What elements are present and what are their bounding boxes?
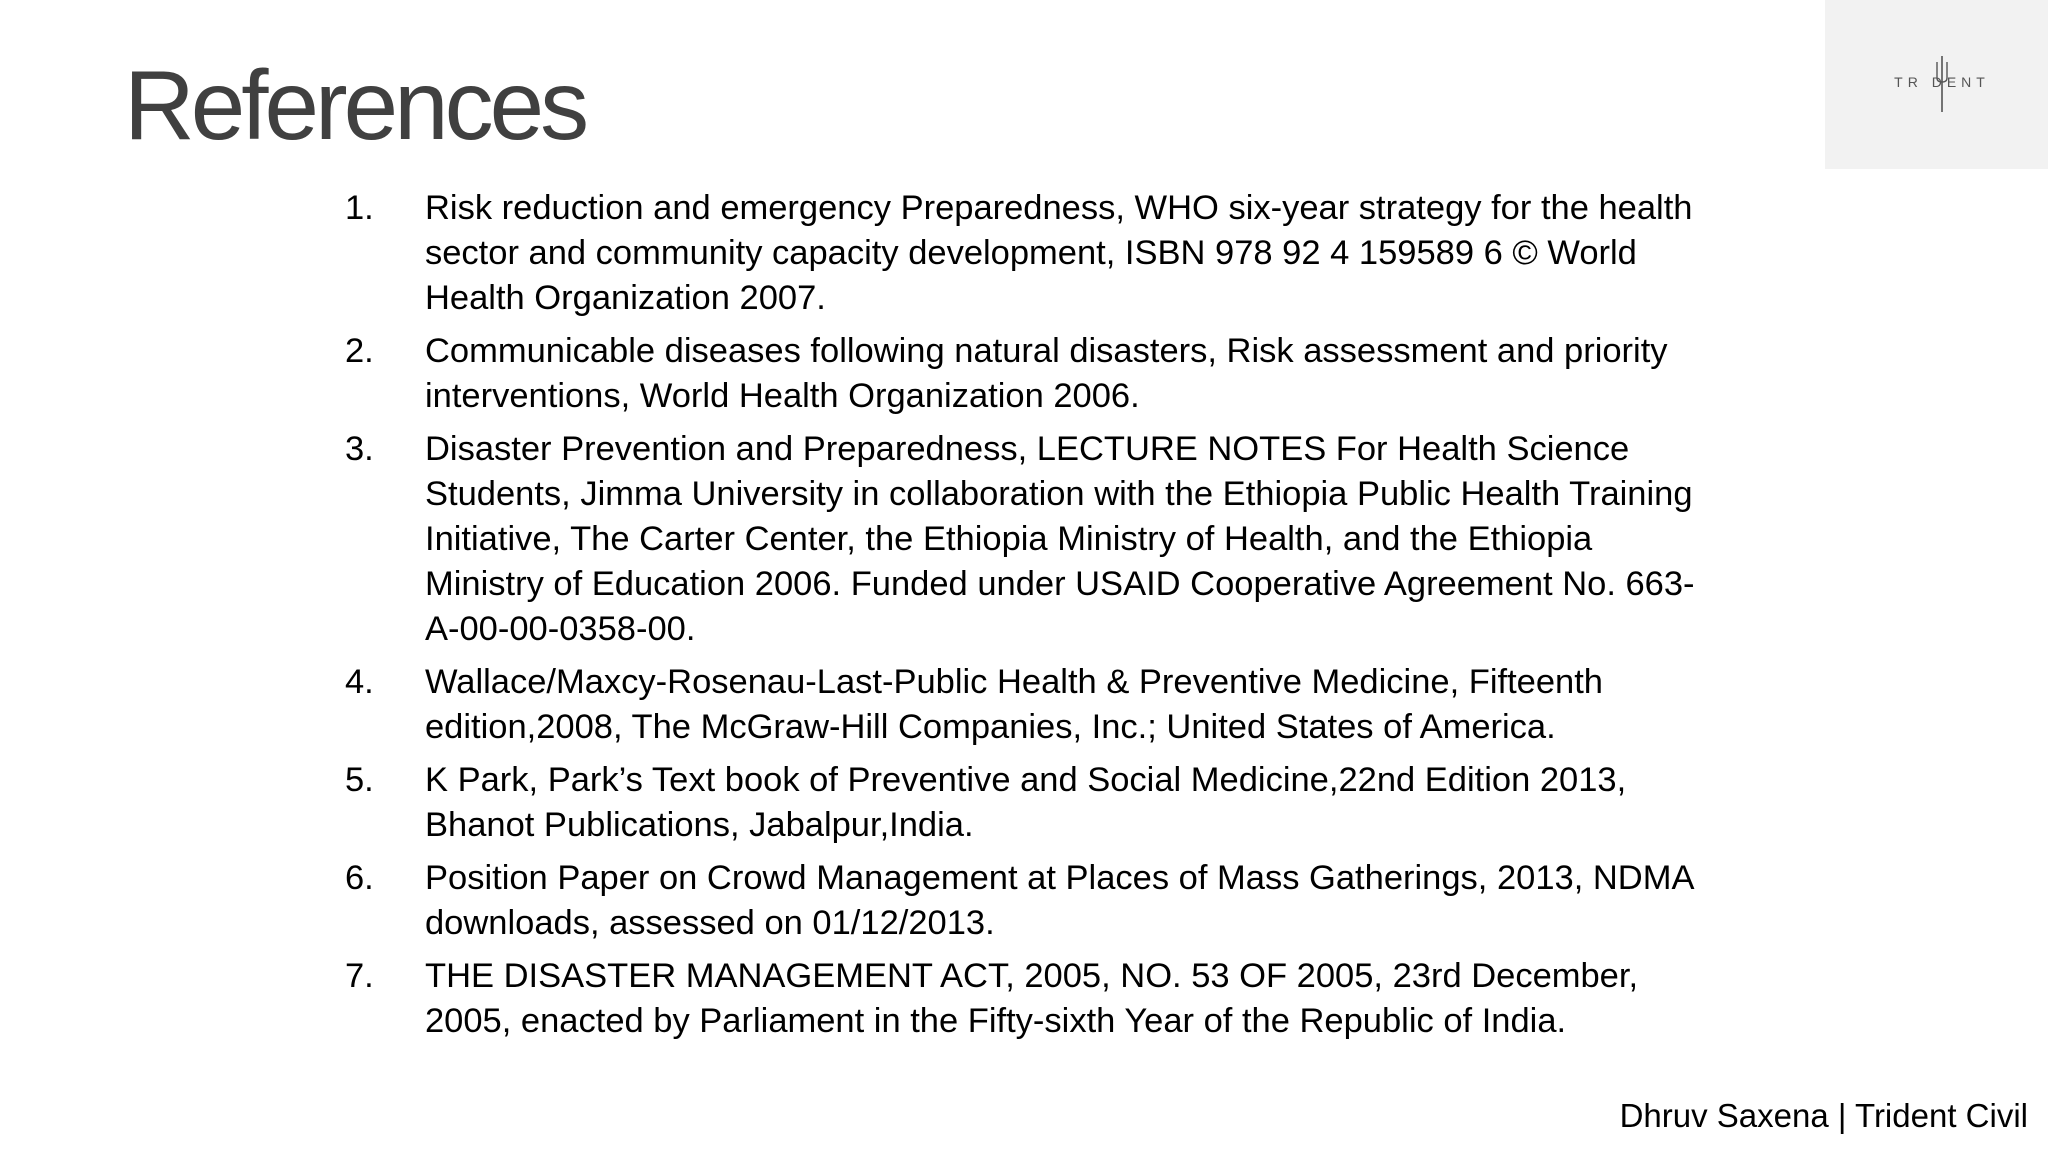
reference-text: K Park, Park’s Text book of Preventive and Social Medicine,22nd Edition 2013, Bhanot Publications, Jabalpur,India. xyxy=(425,761,1627,844)
reference-text: Risk reduction and emergency Preparedness, WHO six-year strategy for the health sector and community capacity development, ISBN 978 92 4 159589 6 © World Health Organization 2007. xyxy=(425,189,1693,317)
reference-number: 6. xyxy=(345,859,374,897)
list-item xyxy=(340,856,1720,946)
logo-text: TR DENT xyxy=(1894,74,1990,90)
reference-number: 5. xyxy=(345,761,374,799)
reference-list xyxy=(340,186,1720,1052)
list-item xyxy=(340,954,1720,1044)
reference-number: 2. xyxy=(345,332,374,370)
page-title: References xyxy=(124,50,586,160)
reference-number: 1. xyxy=(345,189,374,227)
list-item xyxy=(340,329,1720,419)
footer-author: Dhruv Saxena | Trident Civil xyxy=(1619,1097,2028,1134)
list-item xyxy=(340,186,1720,321)
logo-panel xyxy=(1825,0,2048,169)
list-item xyxy=(340,660,1720,750)
reference-number: 4. xyxy=(345,663,374,701)
list-item xyxy=(340,758,1720,848)
reference-number: 3. xyxy=(345,430,374,468)
reference-text: Position Paper on Crowd Management at Places of Mass Gatherings, 2013, NDMA downloads, assessed on 01/12/2013. xyxy=(425,859,1693,942)
reference-text: Communicable diseases following natural disasters, Risk assessment and priority interventions, World Health Organization 2006. xyxy=(425,332,1668,415)
reference-text: Disaster Prevention and Preparedness, LECTURE NOTES For Health Science Students, Jimma University in collaboration with the Ethiopia Public Health Training Initiative, The Carter Center, the Ethiopia Ministry of Health, and the Ethiopia Ministry of Education 2006. Funded under USAID Cooperative Agreement No. 663-A-00-00-0358-00. xyxy=(425,430,1695,648)
reference-text: THE DISASTER MANAGEMENT ACT, 2005, NO. 53 OF 2005, 23rd December, 2005, enacted by Parliament in the Fifty-sixth Year of the Republic of India. xyxy=(425,957,1639,1040)
trident-logo xyxy=(1887,52,1997,114)
list-item xyxy=(340,427,1720,652)
reference-number: 7. xyxy=(345,957,374,995)
reference-text: Wallace/Maxcy-Rosenau-Last-Public Health & Preventive Medicine, Fifteenth edition,2008, The McGraw-Hill Companies, Inc.; United States of America. xyxy=(425,663,1603,746)
